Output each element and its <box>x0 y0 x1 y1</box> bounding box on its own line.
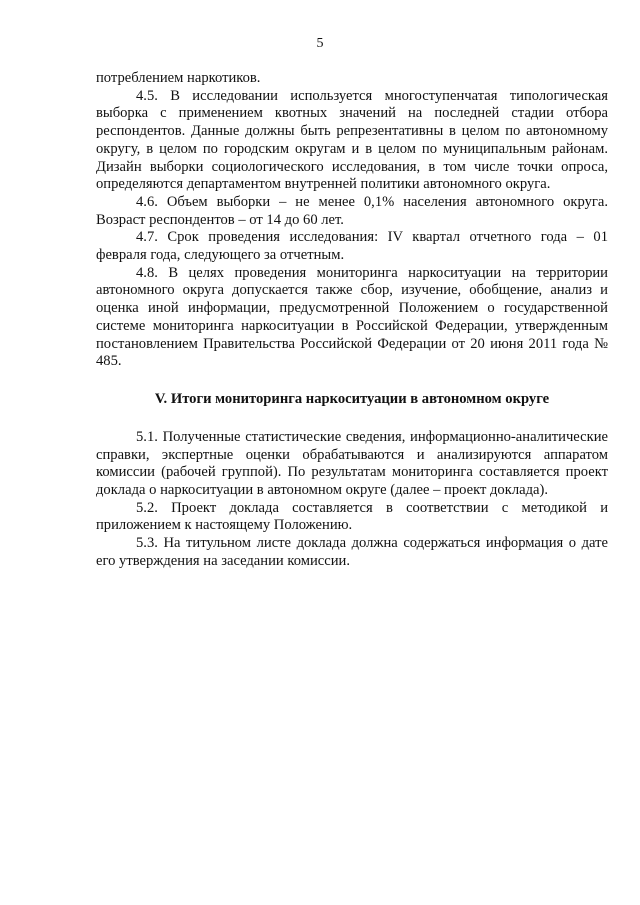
paragraph-text: Срок проведения исследования: IV квартал отчетного года – 01 февраля года, следующего за отчетным. <box>96 229 608 264</box>
paragraph-text: Полученные статистические сведения, информационно-аналитические справки, экспертные оценки обрабатываются и анализируются аппаратом комиссии (рабочей группой). По результатам мониторинга составляется проект доклада о наркоситуации в автономном округе (далее – проект доклада). <box>96 428 608 499</box>
paragraph-number: 5.2. <box>136 499 158 516</box>
paragraph-text: В целях проведения мониторинга наркоситуации на территории автономного округа допускается также сбор, изучение, обобщение, анализ и оценка иной информации, предусмотренной Положением о государственной системе мониторинга наркоситуации в Российской Федерации, утвержденным постановлением Правительства Российской Федерации от 20 июня 2011 года № 485. <box>96 264 608 370</box>
document-body <box>96 70 608 571</box>
paragraph-text: В исследовании используется многоступенчатая типологическая выборка с применением квотных значений на последней стадии отбора респондентов. Данные должны быть репрезентативны в целом по автономному округу, в целом по городским округам и в целом по муниципальным районам. Дизайн выборки социологического исследования, в том числе точки опроса, определяются департаментом внутренней политики автономного округа. <box>96 87 608 193</box>
paragraph-5-3 <box>96 535 608 570</box>
paragraph-4-7 <box>96 229 608 264</box>
page-number: 5 <box>316 36 324 51</box>
paragraph-text: На титульном листе доклада должна содержаться информация о дате его утверждения на заседании комиссии. <box>96 535 608 569</box>
paragraph-5-1 <box>96 429 608 500</box>
paragraph-text: Объем выборки – не менее 0,1% населения автономного округа. Возраст респондентов – от 14 до 60 лет. <box>96 193 608 228</box>
paragraph-number: 4.7. <box>136 229 158 246</box>
paragraph-4-6 <box>96 194 608 229</box>
section-heading: V. Итоги мониторинга наркоситуации в автономном округе <box>154 390 550 407</box>
paragraph-4-5 <box>96 88 608 194</box>
paragraph-number: 5.1. <box>136 428 158 445</box>
paragraph-number: 4.5. <box>136 87 158 104</box>
paragraph-number: 5.3. <box>136 535 158 552</box>
paragraph-number: 4.6. <box>136 193 158 210</box>
paragraph-number: 4.8. <box>136 264 158 281</box>
continuation-text: потреблением наркотиков. <box>96 70 261 86</box>
paragraph-text: Проект доклада составляется в соответствии с методикой и приложением к настоящему Положению. <box>96 499 609 534</box>
paragraph-4-8 <box>96 265 608 371</box>
paragraph-5-2 <box>96 500 608 535</box>
